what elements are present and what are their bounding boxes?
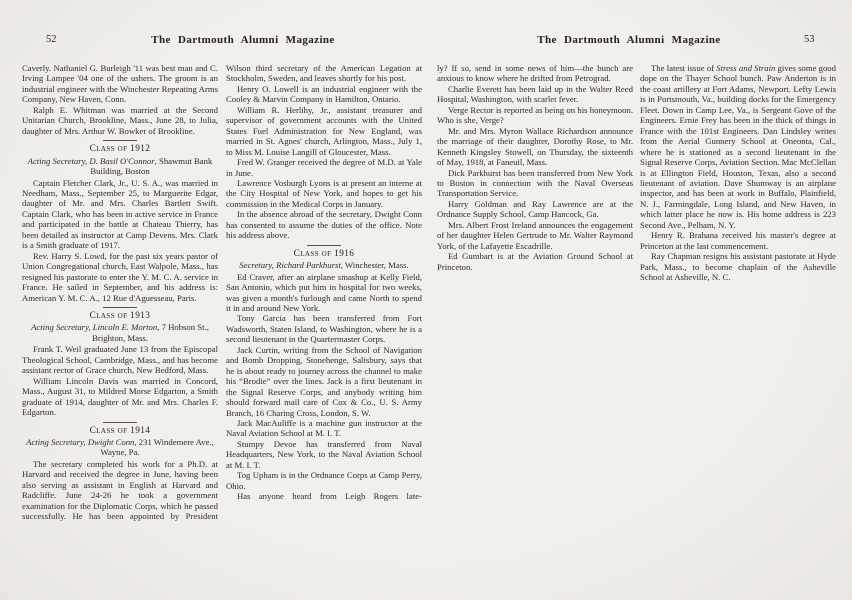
column-2 <box>226 63 422 502</box>
paragraph: Tony Garcia has been transferred from Fort Wadsworth, Staten Island, to Washington, where he is a second lieutenant in the Quartermaster Corps. <box>226 313 422 345</box>
paragraph: William R. Herlihy, Jr., assistant treasurer and supervisor of government accounts with the United States Fuel Administration for New England, was married in St. Agnes' church, Arlington, Mass., July 1, to Miss M. Louise Langill of Gloucester, Mass. <box>226 104 422 157</box>
paragraph: Ed Craver, after an airplane smashup at Kelly Field, San Antonio, which put him in hospital for two weeks, was given a month's furlough and came North to spend it in and around New York. <box>226 271 422 313</box>
paragraph: Verge Rector is reported as being on his honeymoon. Who is she, Verge? <box>437 104 633 126</box>
section-rule <box>103 422 137 423</box>
paragraph: Harry Goldman and Ray Lawrence are at the Ordnance Supply School, Camp Hancock, Ga. <box>437 198 633 220</box>
paragraph: Fred W. Granger received the degree of M.D. at Yale in June. <box>226 157 422 178</box>
secretary-byline: Secretary, Richard Parkhurst, Winchester, Mass. <box>239 260 409 271</box>
paragraph: Lawrence Vosburgh Lyons is at present an interne at the City Hospital of New York, and hopes to get his commission in the Medical Corps in January. <box>226 177 422 209</box>
paragraph: Wilson third secretary of the American Legation at Stockholm, Sweden, and leaves shortly for his post. <box>226 63 422 84</box>
paragraph: In the absence abroad of the secretary, Dwight Conn has consented to assume the duties of the office. Note his address above. <box>226 209 422 241</box>
section-rule <box>307 245 341 246</box>
paragraph: Henry R. Brahana received his master's degree at Princeton at the last commencement. <box>640 230 836 251</box>
column-1 <box>22 63 218 522</box>
paragraph: The latest issue of Stress and Strain gives some good dope on the Thayer School bunch. Paw Anderton is in the coast artillery at Fort Adams, Newport. Lefty Lewis is in Portsmouth, Va., building docks for the Emergency Fleet. Down in Camp Lee, Va., is Sergeant Gove of the Engineers. Ernie Frey has been in the thick of things in France with the 101st Engineers. Dan Lindsley writes from the Aerial Gunnery School at Oneonta, Cal., where he is stationed as a second lieutenant in the Signal Reserve Corps, Aviation Section. Mac McClellan is at Ellington Field, Houston, Texas, also a second lieutenant of aviation. Dave Shumway is an airplane inspector, and has been at work in Buffalo, Plainfield, N. J., Farmingdale, Long Island, and New Haven, in which latter place he now is. His home address is 223 Second Ave., Pelham, N. Y. <box>640 63 836 230</box>
paragraph: Henry O. Lowell is an industrial engineer with the Cooley & Marvin Company in Hamilton, Ontario. <box>226 83 422 105</box>
paragraph: Mr. and Mrs. Myron Wallace Richardson announce the marriage of their daughter, Dorothy Rose, to Mr. Kenneth Kingsley Stowell, on Thursday, the sixteenth of May, 1918, at Faneuil, Mass. <box>437 125 633 168</box>
column-4 <box>640 63 836 283</box>
paragraph: Caverly. Nathaniel G. Burleigh '11 was best man and C. Irving Lampee '04 one of the ushers. The groom is an industrial engineer with the Winchester Repeating Arms Company, New Haven, Conn. <box>22 63 218 105</box>
page-number-52: 52 <box>46 34 57 45</box>
running-head-right: The Dartmouth Alumni Magazine <box>537 34 721 46</box>
paragraph: Mrs. Albert Frost Ireland announces the engagement of her daughter Helen Gertrude to Mr. Walter Raymond York, of the Lafayette Escadrille. <box>437 219 633 251</box>
section-rule <box>103 307 137 308</box>
paragraph: Rev. Harry S. Lowd, for the past six years pastor of Union Congregational church, East Walpole, Mass., has resigned his pastorate to enter the Y. M. C. A. service in France. He sailed in September, and his address is: American Y. M. C. A., 12 Rue d'Aguesseau, Paris. <box>22 250 218 303</box>
paragraph: Stumpy Devoe has transferred from Naval Headquarters, New York, to the Naval Aviation School at M. I. T. <box>226 438 422 470</box>
secretary-byline: Acting Secretary, Dwight Conn, 231 Windemere Ave., Wayne, Pa. <box>26 436 214 458</box>
section-heading: Class of 1916 <box>293 248 355 259</box>
paragraph: Captain Fletcher Clark, Jr., U. S. A., was married in Needham, Mass., September 25, to Marguerite Edgar, daughter of Mr. and Mrs. Charles Bartlett Swift. Captain Clark, who has been in active service in France and participated in the battle at Chateau Thierry, has been detailed as instructor at Camp Devens. Mrs. Clark is a Smith graduate of 1917. <box>22 177 218 251</box>
paragraph: William Lincoln Davis was married in Concord, Mass., August 31, to Mildred Morse Edgarton, a Smith graduate of 1914, daughter of Mr. and Mrs. Charles F. Edgarton. <box>22 375 218 418</box>
page-number-53: 53 <box>804 34 815 45</box>
paragraph: Ed Gumbart is at the Aviation Ground School at Princeton. <box>437 251 633 272</box>
column-3 <box>437 63 633 272</box>
paragraph: The secretary completed his work for a Ph.D. at Harvard and received the degree in June, having been also serving as assistant in English at Harvard and Radcliffe. June 24-26 he took a government examination for the Diplomatic Corps, which he passed successfully. He has been appointed by President <box>22 458 218 522</box>
paragraph: Has anyone heard from Leigh Rogers late- <box>237 491 422 502</box>
secretary-byline: Acting Secretary, D. Basil O'Connor, Shawmut Bank Building, Boston <box>27 155 213 177</box>
paragraph: Jack Curtin, writing from the School of Navigation and Bomb Dropping, Stonehenge, Salisbury, says that he is about ready to journey across the channel to make his “Brodie” over the lines. Jack is a first lieutenant in the Signal Reserve Corps, and anybody writing him should forward mail care of Cox & Co., U. S. Army Branch, 16 Charing Cross, London, S. W. <box>226 344 422 418</box>
secretary-byline: Acting Secretary, Lincoln E. Morton, 7 Hobson St., Brighton, Mass. <box>31 322 209 343</box>
paragraph: Ray Chapman resigns his assistant pastorate at Hyde Park, Mass., to become chaplain of the Asheville School at Asheville, N. C. <box>640 251 836 283</box>
section-rule <box>103 140 137 141</box>
section-heading: Class of 1913 <box>89 310 151 321</box>
running-head-left: The Dartmouth Alumni Magazine <box>151 34 335 46</box>
paragraph: Tog Upham is in the Ordnance Corps at Camp Perry, Ohio. <box>226 470 422 491</box>
section-heading: Class of 1914 <box>89 425 151 436</box>
paragraph: Frank T. Weil graduated June 13 from the Episcopal Theological School, Cambridge, Mass., and has become assistant rector of Grace church, New Bedford, Mass. <box>22 344 218 376</box>
paragraph: Jack MacAuliffe is a machine gun instructor at the Naval Aviation School at M. I. T. <box>226 417 422 439</box>
section-heading: Class of 1912 <box>89 144 151 155</box>
paragraph: Ralph E. Whitman was married at the Second Unitarian Church, Brookline, Mass., June 28, to Julia, daughter of Mrs. Arthur W. Bowker of Brookline. <box>22 104 218 136</box>
paragraph: Dick Parkhurst has been transferred from New York to Boston in connection with the Naval Overseas Transportation Service. <box>437 167 633 199</box>
paragraph: ly? If so, send in some news of him—the bunch are anxious to know where he drifted from Petrograd. <box>437 63 633 84</box>
paragraph: Charlie Everett has been laid up in the Walter Reed Hospital, Washington, with scarlet fever. <box>437 83 633 105</box>
